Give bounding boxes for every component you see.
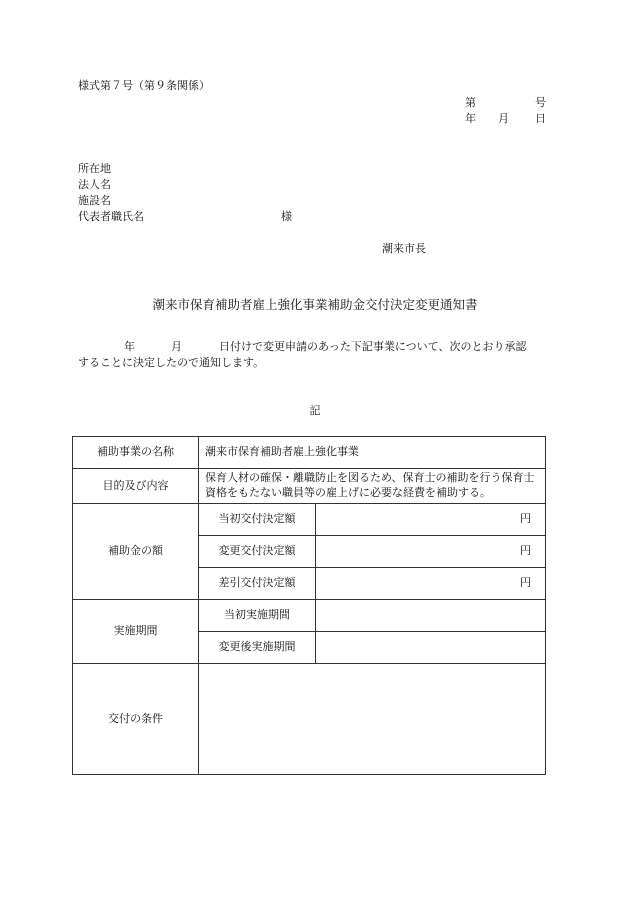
difference-amount-label: 差引交付決定額 xyxy=(199,567,316,599)
body-month-label: 月 xyxy=(171,340,182,353)
initial-amount-label: 当初交付決定額 xyxy=(199,503,316,535)
doc-number-suffix: 号 xyxy=(535,96,546,109)
date-month-label: 月 xyxy=(498,112,509,125)
changed-period-value xyxy=(316,631,546,663)
purpose-label: 目的及び内容 xyxy=(73,469,199,504)
initial-amount-yen: 円 xyxy=(316,503,546,535)
purpose-value: 保育人材の確保・離職防止を図るため、保育士の補助を行う保育士資格をもたない職員等の雇上げに必要な経費を補助する。 xyxy=(199,469,546,504)
facility-label: 施設名 xyxy=(78,194,111,207)
location-label: 所在地 xyxy=(78,162,111,175)
issuer: 潮来市長 xyxy=(382,242,426,255)
project-name-label: 補助事業の名称 xyxy=(73,437,199,469)
changed-period-label: 変更後実施期間 xyxy=(199,631,316,663)
ki-heading: 記 xyxy=(309,404,321,417)
changed-amount-yen: 円 xyxy=(316,535,546,567)
table-row xyxy=(73,469,546,504)
representative-label: 代表者職氏名 xyxy=(78,210,144,223)
honorific: 様 xyxy=(281,210,292,223)
doc-number-prefix: 第 xyxy=(465,96,476,109)
body-line-1: 日付けで変更申請のあった下記事業について、次のとおり承認 xyxy=(219,340,527,353)
grant-amount-label: 補助金の額 xyxy=(73,503,199,599)
conditions-label: 交付の条件 xyxy=(73,663,199,774)
date-year-label: 年 xyxy=(465,112,476,125)
date-day-label: 日 xyxy=(535,112,546,125)
body-year-label: 年 xyxy=(124,340,135,353)
initial-period-value xyxy=(316,599,546,631)
table-row xyxy=(73,503,546,535)
document-title: 潮来市保育補助者雇上強化事業補助金交付決定変更通知書 xyxy=(152,297,478,312)
difference-amount-yen: 円 xyxy=(316,567,546,599)
table-row xyxy=(73,437,546,469)
corporation-label: 法人名 xyxy=(78,178,111,191)
changed-amount-label: 変更交付決定額 xyxy=(199,535,316,567)
conditions-value xyxy=(199,663,546,774)
table-row xyxy=(73,663,546,774)
initial-period-label: 当初実施期間 xyxy=(199,599,316,631)
project-name-value: 潮来市保育補助者雇上強化事業 xyxy=(199,437,546,469)
form-number: 様式第７号（第９条関係） xyxy=(78,79,210,92)
grant-details-table xyxy=(72,436,546,775)
period-label: 実施期間 xyxy=(73,599,199,663)
body-line-2: することに決定したので通知します。 xyxy=(78,356,265,369)
table-row xyxy=(73,599,546,631)
